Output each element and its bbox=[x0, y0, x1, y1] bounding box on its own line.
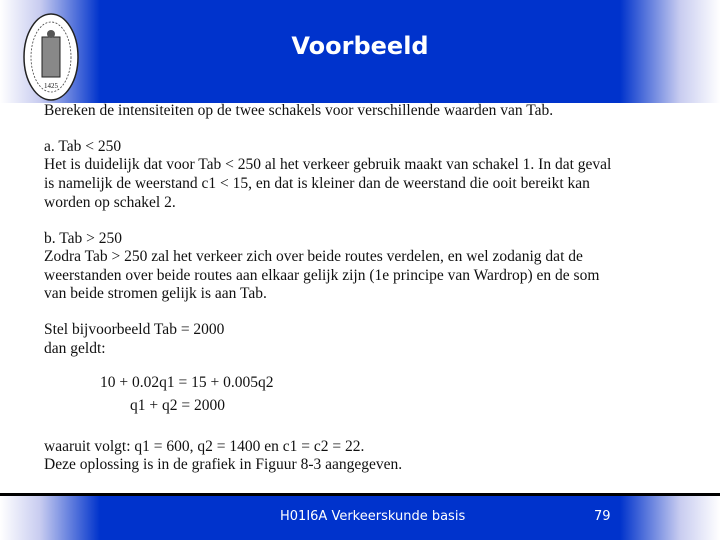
example-line: dan geldt: bbox=[44, 340, 106, 357]
intro-text: Bereken de intensiteiten op de twee schakels voor verschillende waarden van Tab. bbox=[44, 102, 554, 119]
course-name: H01I6A Verkeerskunde basis bbox=[280, 509, 466, 524]
case-b-line: van beide stromen gelijk is aan Tab. bbox=[44, 285, 267, 302]
case-a-line: is namelijk de weerstand c1 < 15, en dat is kleiner dan de weerstand die ooit bereikt kan bbox=[44, 175, 590, 192]
equation: q1 + q2 = 2000 bbox=[130, 397, 225, 414]
case-a-line: worden op schakel 2. bbox=[44, 194, 176, 211]
case-b-line: weerstanden over beide routes aan elkaar gelijk zijn (1e principe van Wardrop) en de som bbox=[44, 267, 600, 284]
case-b-line: Zodra Tab > 250 zal het verkeer zich over beide routes verdelen, en wel zodanig dat de bbox=[44, 248, 583, 265]
page-number: 79 bbox=[594, 509, 611, 524]
case-a-line: Het is duidelijk dat voor Tab < 250 al het verkeer gebruik maakt van schakel 1. In dat geval bbox=[44, 156, 612, 173]
result-line: waaruit volgt: q1 = 600, q2 = 1400 en c1 = c2 = 22. bbox=[44, 438, 365, 455]
example-line: Stel bijvoorbeeld Tab = 2000 bbox=[44, 321, 225, 338]
equation: 10 + 0.02q1 = 15 + 0.005q2 bbox=[100, 374, 274, 391]
case-b-heading: b. Tab > 250 bbox=[44, 230, 122, 247]
case-a-heading: a. Tab < 250 bbox=[44, 138, 122, 155]
slide-title: Voorbeeld bbox=[291, 32, 429, 60]
svg-text:1425: 1425 bbox=[44, 82, 58, 90]
result-line: Deze oplossing is in de grafiek in Figuur 8-3 aangegeven. bbox=[44, 456, 403, 473]
